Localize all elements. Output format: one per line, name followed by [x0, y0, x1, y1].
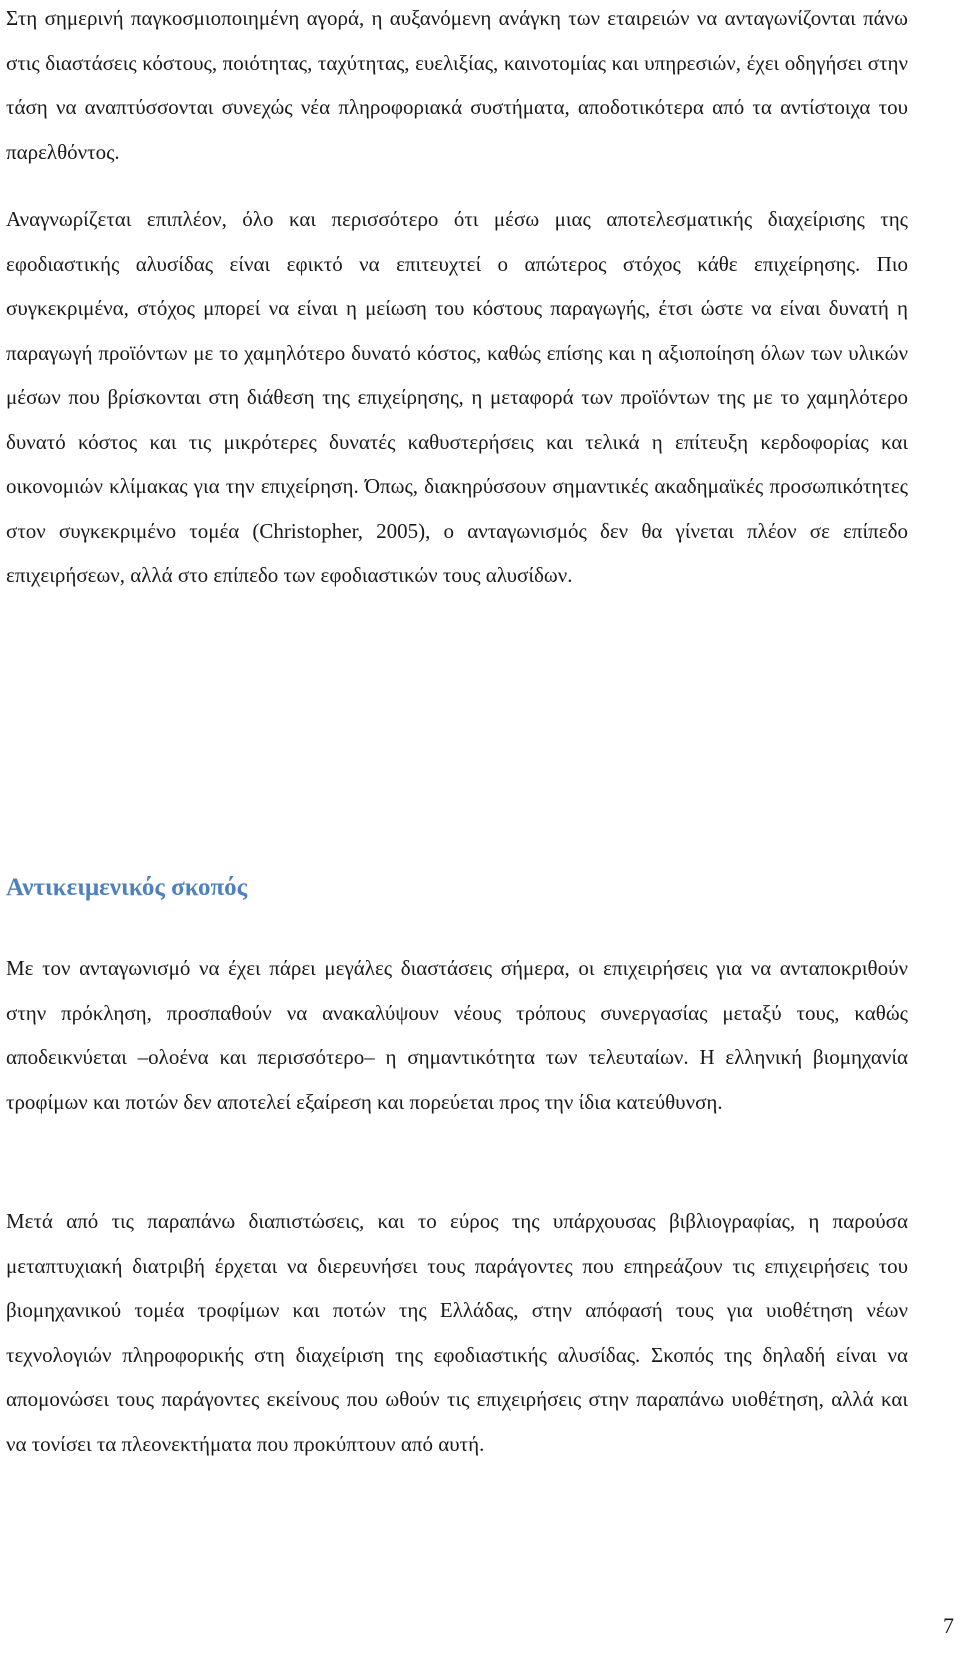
page-number: 7 — [943, 1613, 954, 1638]
paragraph-competition: Με τον ανταγωνισμό να έχει πάρει μεγάλες διαστάσεις σήμερα, οι επιχειρήσεις για να ανταποκριθούν στην πρόκληση, προσπαθούν να ανακαλύψουν νέους τρόπους συνεργασίας μεταξύ τους, καθώς αποδεικνύεται –ολοένα και περισσότερο– η σημαντικότητα των τελευταίων. Η ελληνική βιομηχανία τροφίμων και ποτών δεν αποτελεί εξαίρεση και πορεύεται προς την ίδια κατεύθυνση. — [6, 956, 908, 1114]
section-heading: Αντικειμενικός σκοπός — [6, 874, 248, 901]
paragraph-supply-chain: Αναγνωρίζεται επιπλέον, όλο και περισσότερο ότι μέσω μιας αποτελεσματικής διαχείρισης της εφοδιαστικής αλυσίδας είναι εφικτό να επιτευχτεί ο απώτερος στόχος κάθε επιχείρησης. Πιο συγκεκριμένα, στόχος μπορεί να είναι η μείωση του κόστους παραγωγής, έτσι ώστε να είναι δυνατή η παραγωγή προϊόντων με το χαμηλότερο δυνατό κόστος, καθώς επίσης και η αξιοποίηση όλων των υλικών μέσων που βρίσκονται στη διάθεση της επιχείρησης, η μεταφορά των προϊόντων της με το χαμηλότερο δυνατό κόστος και τις μικρότερες δυνατές καθυστερήσεις και τελικά η επίτευξη κερδοφορίας και οικονομιών κλίμακας για την επιχείρηση. Όπως, διακηρύσσουν σημαντικές ακαδημαϊκές προσωπικότητες στον συγκεκριμένο τομέα (Christopher, 2005), ο ανταγωνισμός δεν θα γίνεται πλέον σε επίπεδο επιχειρήσεων, αλλά στο επίπεδο των εφοδιαστικών τους αλυσίδων. — [6, 207, 908, 587]
paragraph-intro: Στη σημερινή παγκοσμιοποιημένη αγορά, η αυξανόμενη ανάγκη των εταιρειών να ανταγωνίζονται πάνω στις διαστάσεις κόστους, ποιότητας, ταχύτητας, ευελιξίας, καινοτομίας και υπηρεσιών, έχει οδηγήσει στην τάση να αναπτύσσονται συνεχώς νέα πληροφοριακά συστήματα, αποδοτικότερα από τα αντίστοιχα του παρελθόντος. — [6, 6, 908, 164]
paragraph-thesis-purpose: Μετά από τις παραπάνω διαπιστώσεις, και το εύρος της υπάρχουσας βιβλιογραφίας, η παρούσα μεταπτυχιακή διατριβή έρχεται να διερευνήσει τους παράγοντες που επηρεάζουν τις επιχειρήσεις του βιομηχανικού τομέα τροφίμων και ποτών της Ελλάδας, στην απόφασή τους για υιοθέτηση νέων τεχνολογιών πληροφορικής στη διαχείριση της εφοδιαστικής αλυσίδας. Σκοπός της δηλαδή είναι να απομονώσει τους παράγοντες εκείνους που ωθούν τις επιχειρήσεις στην παραπάνω υιοθέτηση, αλλά και να τονίσει τα πλεονεκτήματα που προκύπτουν από αυτή. — [6, 1209, 908, 1456]
